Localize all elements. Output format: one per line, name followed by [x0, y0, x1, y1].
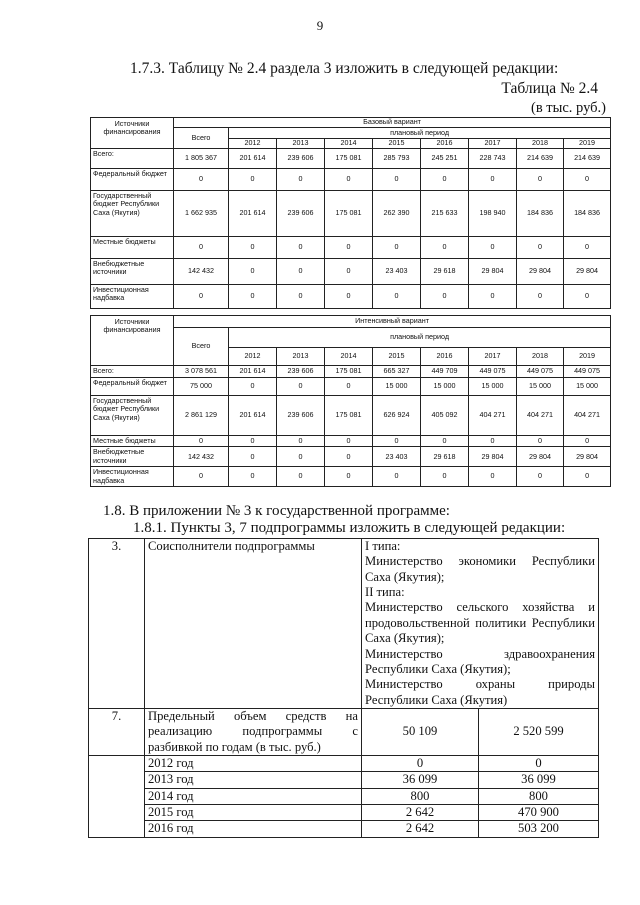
year-label: 2014 год	[145, 788, 362, 804]
funding-col2: 2 520 599	[479, 708, 599, 755]
row-value: 0	[564, 285, 611, 309]
year-label: 2013 год	[145, 772, 362, 788]
row-value: 0	[229, 447, 277, 467]
row-value: 0	[277, 259, 325, 285]
section-1-8: 1.8. В приложении № 3 к государственной программе:	[103, 503, 450, 519]
row-value: 0	[517, 169, 564, 191]
row-value: 201 614	[229, 366, 277, 378]
row-value: 404 271	[517, 396, 564, 436]
row-value: 239 606	[277, 149, 325, 169]
row-value: 0	[421, 436, 469, 447]
table-row	[91, 447, 611, 467]
row-value: 404 271	[469, 396, 517, 436]
header-year: 2012	[229, 139, 277, 149]
row-value: 29 804	[469, 447, 517, 467]
row-value: 201 614	[229, 396, 277, 436]
row-value: 0	[469, 467, 517, 487]
row-value: 175 081	[325, 396, 373, 436]
row-value: 29 618	[421, 447, 469, 467]
row-total: 0	[174, 169, 229, 191]
row-value: 665 327	[373, 366, 421, 378]
row-value: 0	[277, 378, 325, 396]
row-value: 0	[277, 467, 325, 487]
row-value: 0	[564, 436, 611, 447]
row-value: 0	[229, 378, 277, 396]
row-value: 175 081	[325, 191, 373, 237]
header-variant: Интенсивный вариант	[174, 316, 611, 328]
row-total: 0	[174, 436, 229, 447]
row-value: 0	[229, 237, 277, 259]
header-year: 2019	[564, 139, 611, 149]
row-label: Предельный объем средств на реализацию подпрограммы с разбивкой по годам (в тыс. руб.)	[145, 708, 362, 755]
row-total: 2 861 129	[174, 396, 229, 436]
year-col2: 36 099	[479, 772, 599, 788]
header-year: 2015	[373, 139, 421, 149]
header-year: 2018	[517, 348, 564, 366]
year-row	[89, 821, 599, 837]
row-label: Инвестиционная надбавка	[91, 467, 174, 487]
header-year: 2018	[517, 139, 564, 149]
section-heading: 1.7.3. Таблицу № 2.4 раздела 3 изложить в следующей редакции:	[130, 60, 559, 77]
table-row	[91, 366, 611, 378]
row-value: 0	[325, 436, 373, 447]
table-row	[91, 285, 611, 309]
year-col1: 36 099	[362, 772, 479, 788]
header-period: плановый период	[229, 128, 611, 139]
row-value: 449 075	[517, 366, 564, 378]
year-col2: 470 900	[479, 805, 599, 821]
row-value: 404 271	[564, 396, 611, 436]
row-total: 142 432	[174, 259, 229, 285]
row-value: 0	[517, 467, 564, 487]
row-total: 1 662 935	[174, 191, 229, 237]
row-value: 15 000	[517, 378, 564, 396]
row-value: 23 403	[373, 447, 421, 467]
coexecutor-line: I типа:	[365, 539, 401, 553]
row-value: 29 618	[421, 259, 469, 285]
row-value: 228 743	[469, 149, 517, 169]
row-label: Соисполнители подпрограммы	[145, 539, 362, 709]
row-label: Государственный бюджет Республики Саха (Якутия)	[91, 191, 174, 237]
row-value: 0	[564, 237, 611, 259]
row-total: 0	[174, 467, 229, 487]
year-label: 2012 год	[145, 756, 362, 772]
header-year: 2017	[469, 348, 517, 366]
row-value: 0	[325, 169, 373, 191]
header-year: 2014	[325, 139, 373, 149]
row-value: 0	[325, 237, 373, 259]
row-value: 15 000	[373, 378, 421, 396]
coexecutor-line: Министерство экономики Республики Саха (Якутия);	[365, 554, 595, 584]
row-value: 175 081	[325, 366, 373, 378]
row-value: 449 075	[564, 366, 611, 378]
row-total: 142 432	[174, 447, 229, 467]
year-col1: 2 642	[362, 821, 479, 837]
header-year: 2016	[421, 139, 469, 149]
row-value: 0	[421, 169, 469, 191]
section-1-8-1: 1.8.1. Пункты 3, 7 подпрограммы изложить в следующей редакции:	[133, 520, 566, 536]
row-value: 0	[229, 169, 277, 191]
header-year: 2016	[421, 348, 469, 366]
header-year: 2013	[277, 139, 325, 149]
year-col1: 0	[362, 756, 479, 772]
row-value: 0	[277, 447, 325, 467]
row-value: 0	[277, 169, 325, 191]
row-value: 0	[373, 285, 421, 309]
coexecutor-line: Министерство сельского хозяйства и продовольственной политики Республики Саха (Якутия);	[365, 600, 595, 646]
table-row	[91, 149, 611, 169]
funding-table-base	[90, 117, 611, 309]
row-value: 214 639	[564, 149, 611, 169]
coexecutor-line: II типа:	[365, 585, 405, 600]
row-value: 0	[469, 237, 517, 259]
row-value: 0	[373, 169, 421, 191]
table-row	[91, 467, 611, 487]
row-value: 184 836	[564, 191, 611, 237]
row-value: 285 793	[373, 149, 421, 169]
row-value: 0	[229, 285, 277, 309]
row-value: 449 075	[469, 366, 517, 378]
header-period: плановый период	[229, 328, 611, 348]
row-value: 0	[517, 285, 564, 309]
row-value: 0	[373, 467, 421, 487]
row-value: 262 390	[373, 191, 421, 237]
row-number: 3.	[89, 539, 145, 709]
row-value: 184 836	[517, 191, 564, 237]
coexecutors-list	[362, 539, 599, 709]
row-value: 29 804	[517, 259, 564, 285]
row-label: Внебюджетные источники	[91, 259, 174, 285]
table-body	[91, 118, 611, 309]
row-value: 29 804	[517, 447, 564, 467]
row-value: 23 403	[373, 259, 421, 285]
funding-table-intensive	[90, 315, 611, 487]
header-year: 2017	[469, 139, 517, 149]
header-year: 2012	[229, 348, 277, 366]
table-row	[91, 396, 611, 436]
row-value: 0	[469, 169, 517, 191]
row-value: 0	[373, 436, 421, 447]
coexecutor-line: Министерство здравоохранения Республики Саха (Якутия);	[365, 646, 595, 676]
table-unit: (в тыс. руб.)	[530, 100, 606, 116]
row-value: 0	[325, 378, 373, 396]
year-row	[89, 805, 599, 821]
row-value: 0	[564, 169, 611, 191]
row-number: 7.	[89, 708, 145, 755]
header-year: 2015	[373, 348, 421, 366]
table-row	[91, 259, 611, 285]
year-label: 2016 год	[145, 821, 362, 837]
row-label: Государственный бюджет Республики Саха (Якутия)	[91, 396, 174, 436]
table-row	[91, 378, 611, 396]
row-total: 1 805 367	[174, 149, 229, 169]
row-value: 626 924	[373, 396, 421, 436]
row-value: 0	[277, 436, 325, 447]
year-col2: 0	[479, 756, 599, 772]
row-total: 0	[174, 237, 229, 259]
header-sources: Источники финансирования	[91, 316, 174, 366]
row-funding-limit	[89, 708, 599, 755]
row-value: 0	[564, 467, 611, 487]
row-coexecutors	[89, 539, 599, 709]
table-row	[91, 436, 611, 447]
header-year: 2019	[564, 348, 611, 366]
table-row	[91, 237, 611, 259]
year-col1: 2 642	[362, 805, 479, 821]
row-value: 15 000	[469, 378, 517, 396]
year-label: 2015 год	[145, 805, 362, 821]
header-year: 2014	[325, 348, 373, 366]
year-col2: 800	[479, 788, 599, 804]
row-total: 3 078 561	[174, 366, 229, 378]
table-caption: Таблица № 2.4	[501, 80, 598, 97]
table-body	[91, 316, 611, 487]
row-value: 201 614	[229, 191, 277, 237]
row-value: 15 000	[421, 378, 469, 396]
table-row	[91, 169, 611, 191]
funding-col1: 50 109	[362, 708, 479, 755]
row-label: Внебюджетные источники	[91, 447, 174, 467]
subprogram-table	[88, 538, 599, 838]
row-value: 0	[229, 259, 277, 285]
row-value: 0	[421, 285, 469, 309]
row-value: 0	[277, 237, 325, 259]
row-value: 0	[229, 467, 277, 487]
row-value: 29 804	[564, 259, 611, 285]
row-value: 15 000	[564, 378, 611, 396]
year-row	[89, 772, 599, 788]
row-label: Федеральный бюджет	[91, 169, 174, 191]
row-value: 29 804	[469, 259, 517, 285]
row-value: 0	[325, 447, 373, 467]
page-number: 9	[316, 18, 324, 33]
row-value: 0	[469, 285, 517, 309]
row-total: 0	[174, 285, 229, 309]
row-label: Инвестиционная надбавка	[91, 285, 174, 309]
header-total: Всего	[174, 128, 229, 149]
header-total: Всего	[174, 328, 229, 366]
row-value: 0	[229, 436, 277, 447]
row-label: Местные бюджеты	[91, 237, 174, 259]
row-label: Федеральный бюджет	[91, 378, 174, 396]
year-col1: 800	[362, 788, 479, 804]
row-value: 0	[325, 467, 373, 487]
row-value: 0	[421, 237, 469, 259]
row-value: 0	[325, 285, 373, 309]
row-value: 239 606	[277, 366, 325, 378]
row-label: Местные бюджеты	[91, 436, 174, 447]
row-value: 239 606	[277, 191, 325, 237]
row-value: 175 081	[325, 149, 373, 169]
year-col2: 503 200	[479, 821, 599, 837]
year-row	[89, 788, 599, 804]
row-value: 0	[517, 436, 564, 447]
header-sources: Источники финансирования	[91, 118, 174, 149]
row-value: 0	[325, 259, 373, 285]
row-value: 0	[373, 237, 421, 259]
row-value: 214 639	[517, 149, 564, 169]
row-value: 0	[517, 237, 564, 259]
row-value: 245 251	[421, 149, 469, 169]
row-value: 0	[277, 285, 325, 309]
row-value: 0	[469, 436, 517, 447]
table-row	[91, 191, 611, 237]
coexecutor-line: Министерство охраны природы Республики Саха (Якутия)	[365, 677, 595, 707]
row-value: 215 633	[421, 191, 469, 237]
row-value: 29 804	[564, 447, 611, 467]
row-value: 239 606	[277, 396, 325, 436]
year-row	[89, 756, 599, 772]
row-value: 449 709	[421, 366, 469, 378]
row-total: 75 000	[174, 378, 229, 396]
row-value: 201 614	[229, 149, 277, 169]
row-value: 405 092	[421, 396, 469, 436]
header-year: 2013	[277, 348, 325, 366]
row-label: Всего:	[91, 366, 174, 378]
row-value: 198 940	[469, 191, 517, 237]
row-value: 0	[421, 467, 469, 487]
row-label: Всего:	[91, 149, 174, 169]
header-variant: Базовый вариант	[174, 118, 611, 128]
